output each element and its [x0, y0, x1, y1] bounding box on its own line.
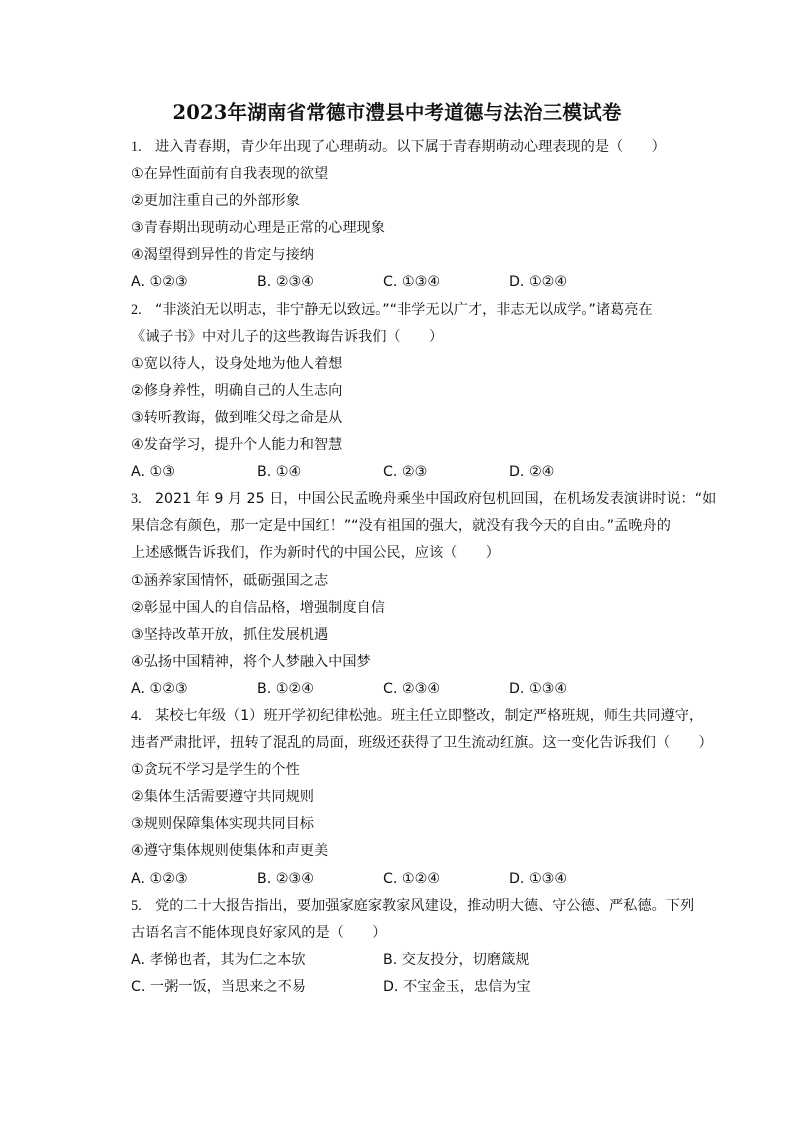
question-stem-line: [131, 540, 706, 567]
statement-item: ①贪玩不学习是学生的个性: [131, 762, 300, 779]
question-number: 2.: [131, 301, 142, 318]
answer-option[interactable]: C. ②③④: [383, 680, 441, 697]
page-title: 2023年湖南省常德市澧县中考道德与法治三模试卷: [172, 101, 622, 124]
question-block: [131, 297, 706, 487]
statement-item: ③坚持改革开放，抓住发展机遇: [131, 626, 329, 643]
answer-option[interactable]: A. ①②③: [131, 870, 188, 887]
answer-options-row: [131, 269, 706, 296]
question-block: [131, 703, 713, 893]
question-stem-text: 《诫子书》中对儿子的这些教诲告诉我们（ ）: [131, 328, 444, 345]
statement-item: ③转听教诲，做到唯父母之命是从: [131, 409, 343, 426]
answer-option[interactable]: D. ①③④: [509, 680, 568, 697]
answer-option[interactable]: A. ①②③: [131, 680, 188, 697]
answer-options-row: [131, 974, 706, 1001]
question-list: [131, 134, 717, 1001]
question-stem-line: [131, 486, 717, 513]
answer-options-row: [131, 676, 706, 703]
statement-item: ②修身养性，明确自己的人生志向: [131, 382, 343, 399]
question-stem-text: 违者严肃批评，扭转了混乱的局面，班级还获得了卫生流动红旗。这一变化告诉我们（ ）: [131, 735, 713, 752]
question-stem-line: [131, 513, 706, 540]
question-number: 4.: [131, 707, 142, 724]
question-stem-line: [131, 134, 706, 161]
question-block: [131, 486, 717, 703]
answer-option[interactable]: B. ②③④: [257, 870, 314, 887]
question-stem-text: 果信念有颜色，那一定是中国红！”“没有祖国的强大，就没有我今天的自由。”孟晚舟的: [131, 518, 671, 535]
answer-option[interactable]: C. ②③: [383, 464, 428, 481]
answer-option[interactable]: B. ①④: [257, 464, 302, 481]
question-block: [131, 893, 706, 1001]
answer-option[interactable]: D. ①②④: [509, 274, 568, 291]
answer-option[interactable]: D. ①③④: [509, 870, 568, 887]
question-stem-text: 古语名言不能体现良好家风的是（ ）: [131, 924, 387, 941]
statement-item: ③青春期出现萌动心理是正常的心理现象: [131, 220, 385, 237]
statement-item: ④弘扬中国精神，将个人梦融入中国梦: [131, 653, 371, 670]
question-stem-line: [131, 730, 713, 757]
statement-item: ①涵养家国情怀，砥砺强国之志: [131, 572, 329, 589]
statement-item: ④遵守集体规则使集体和声更美: [131, 843, 329, 860]
answer-option[interactable]: D. ②④: [509, 464, 555, 481]
answer-option[interactable]: C. 一粥一饭，当思来之不易: [131, 978, 306, 995]
answer-option[interactable]: B. 交友投分，切磨箴规: [383, 951, 530, 968]
question-stem-line: [131, 920, 706, 947]
question-stem-text: 进入青春期，青少年出现了心理萌动。以下属于青春期萌动心理表现的是（ ）: [155, 139, 666, 155]
statement-item: ①宽以待人，设身处地为他人着想: [131, 355, 343, 372]
answer-option[interactable]: D. 不宝金玉，忠信为宝: [383, 978, 531, 995]
answer-options-row: [131, 947, 706, 974]
question-stem-line: [131, 297, 706, 324]
answer-option[interactable]: A. 孝悌也者，其为仁之本欤: [131, 951, 306, 968]
question-stem-line: [131, 893, 706, 920]
answer-option[interactable]: C. ①②④: [383, 870, 441, 887]
question-stem-line: [131, 703, 706, 730]
statement-item: ②彰显中国人的自信品格，增强制度自信: [131, 599, 385, 616]
statement-item: ①在异性面前有自我表现的欲望: [131, 166, 329, 183]
statement-item: ③规则保障集体实现共同目标: [131, 816, 314, 833]
answer-option[interactable]: B. ②③④: [257, 274, 314, 291]
answer-options-row: [131, 459, 706, 486]
question-number: 5.: [131, 897, 142, 914]
statement-item: ②更加注重自己的外部形象: [131, 193, 300, 210]
answer-options-row: [131, 866, 706, 893]
statement-item: ④发奋学习，提升个人能力和智慧: [131, 437, 343, 454]
question-stem-text: 上述感慨告诉我们，作为新时代的中国公民，应该（ ）: [131, 545, 500, 562]
answer-option[interactable]: C. ①③④: [383, 274, 441, 291]
statement-item: ④渴望得到异性的肯定与接纳: [131, 247, 314, 264]
question-number: 3.: [131, 491, 142, 508]
question-stem-text: 某校七年级（1）班开学初纪律松弛。班主任立即整改，制定严格班规，师生共同遵守，: [155, 707, 704, 724]
question-stem-text: 2021 年 9 月 25 日，中国公民孟晚舟乘坐中国政府包机回国，在机场发表演讲时说：“如: [155, 491, 717, 508]
question-stem-text: “非淡泊无以明志，非宁静无以致远。”“非学无以广才，非志无以成学。”诸葛亮在: [155, 301, 653, 318]
question-block: [131, 134, 706, 297]
question-stem-text: 党的二十大报告指出，要加强家庭家教家风建设，推动明大德、守公德、严私德。下列: [155, 897, 695, 914]
question-number: 1.: [131, 139, 142, 155]
answer-option[interactable]: A. ①③: [131, 464, 175, 481]
answer-option[interactable]: B. ①②④: [257, 680, 314, 697]
answer-option[interactable]: A. ①②③: [131, 274, 188, 291]
question-stem-line: [131, 324, 706, 351]
statement-item: ②集体生活需要遵守共同规则: [131, 789, 314, 806]
